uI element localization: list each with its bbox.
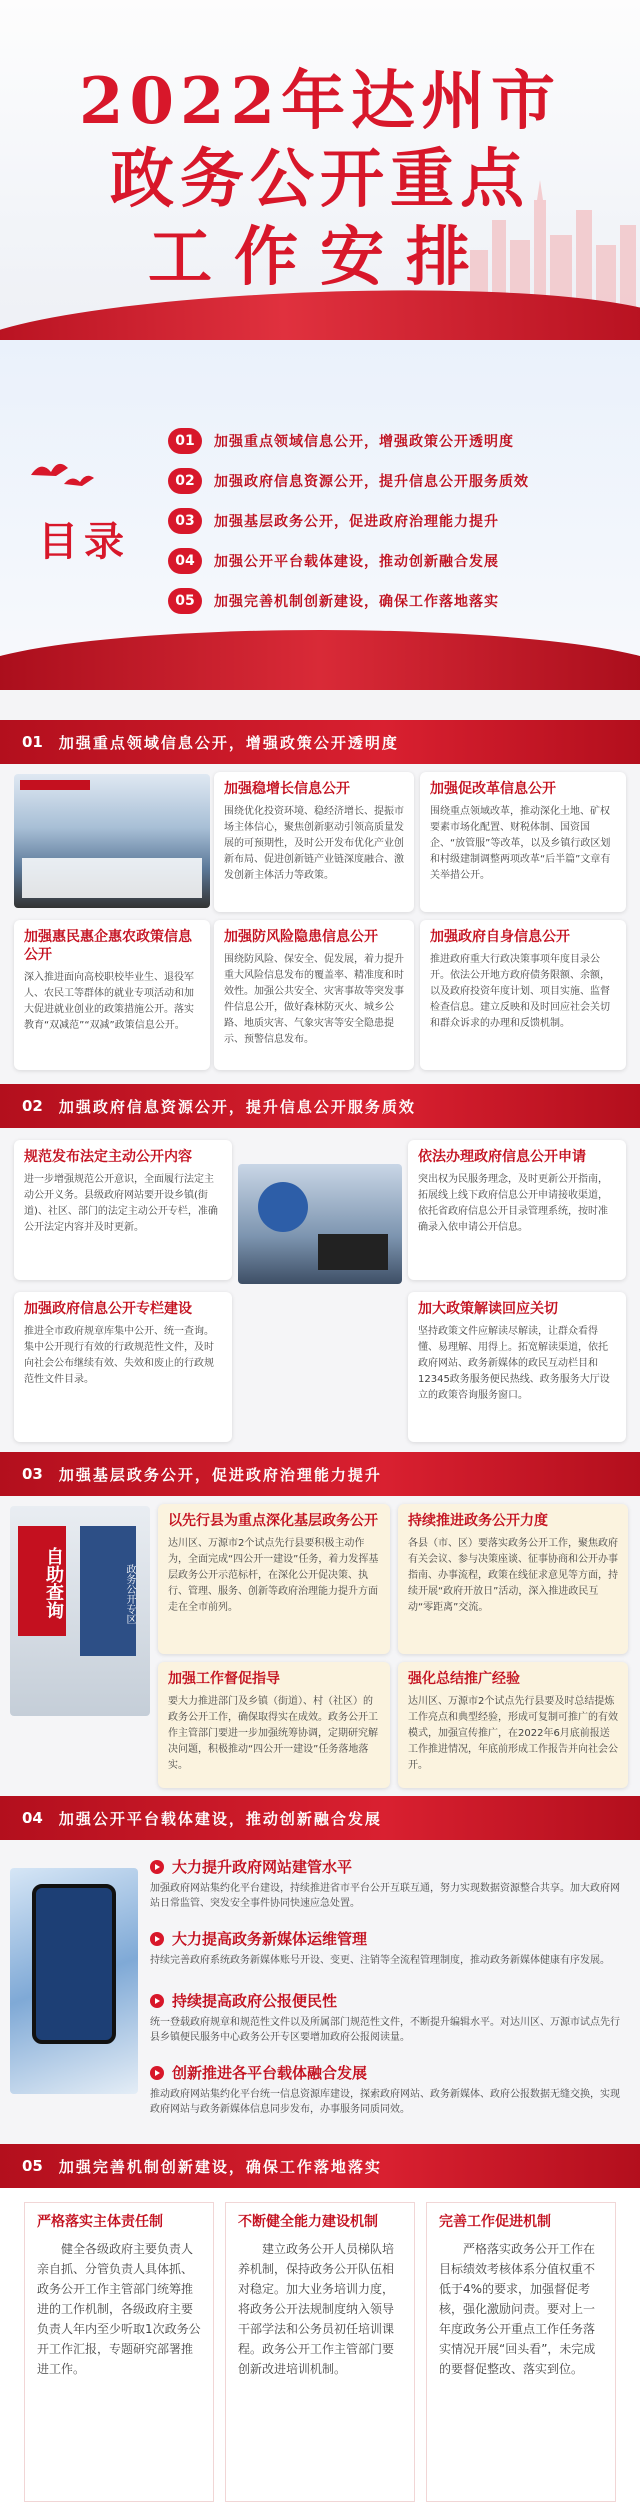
section-header-05 [0, 2144, 640, 2188]
section-number: 02 [22, 1097, 43, 1115]
section-body-04 [0, 1840, 640, 2144]
toc-number-badge: 05 [168, 588, 202, 614]
toc-number-badge: 04 [168, 548, 202, 574]
mechanism-column [24, 2202, 214, 2502]
card-title: 加强防风险隐患信息公开 [224, 929, 378, 945]
toc-item[interactable] [168, 586, 598, 616]
section-number: 01 [22, 733, 43, 751]
bullet-title: 持续提高政府公报便民性 [172, 1992, 338, 2010]
title-line-1: 2022年达州市 [78, 64, 562, 139]
card-text: 深入推进面向高校职校毕业生、退役军人、农民工等群体的就业专项活动和加大促进就业创业的政策措施公开。落实教育“双减范”“双减”政策信息公开。 [24, 972, 194, 1031]
column-text: 建立政务公开人员梯队培养机制，保持政务公开队伍相对稳定。加大业务培训力度，将政务公开法规制度纳入领导干部学法和公务员初任培训课程。政务公开工作主管部门要创新改进培训机制。 [238, 2242, 395, 2376]
bullet-text: 推动政府网站集约化平台统一信息资源库建设，探索政府网站、政务新媒体、政府公报数据无缝交换，实现政府网站与政务新媒体信息同步发布，办事服务同质同效。 [150, 2089, 620, 2115]
section-body-05 [0, 2188, 640, 2520]
section-number: 05 [22, 2157, 43, 2175]
section-header-04 [0, 1796, 640, 1840]
card-title: 加强惠民惠企惠农政策信息公开 [24, 929, 192, 963]
toc-item-text: 加强完善机制创新建设，确保工作落地落实 [214, 594, 499, 610]
card-title: 加强政府信息公开专栏建设 [24, 1301, 192, 1317]
play-bullet-icon [150, 1994, 164, 2008]
card-text: 推进全市政府规章库集中公开、统一查询。集中公开现行有效的行政规范性文件，及时向社会公布继续有效、失效和废止的行政规范性文件目录。 [24, 1326, 214, 1385]
toc-item-text: 加强基层政务公开，促进政府治理能力提升 [214, 514, 499, 530]
toc-item-text: 加强重点领域信息公开，增强政策公开透明度 [214, 434, 514, 450]
section-title: 加强基层政务公开，促进政府治理能力提升 [58, 1465, 382, 1484]
kiosk-sign: 自助查询 [18, 1526, 66, 1636]
card-title: 加强促改革信息公开 [430, 781, 556, 797]
column-title: 严格落实主体责任制 [37, 2214, 163, 2230]
info-card [214, 772, 414, 912]
toc-item[interactable] [168, 426, 598, 456]
card-title: 以先行县为重点深化基层政务公开 [168, 1513, 378, 1529]
card-text: 突出权为民服务理念，及时更新公开指南，拓展线上线下政府信息公开申请接收渠道，依托省政府信息公开目录管理系统，按时准确录入依申请公开信息。 [418, 1174, 608, 1233]
info-card [420, 772, 626, 912]
title-line-2: 政务公开重点 [110, 142, 530, 217]
info-card [420, 920, 626, 1070]
section-body-02 [0, 1128, 640, 1452]
card-text: 进一步增强规范公开意识，全面履行法定主动公开义务。县级政府网站要开设乡镇(街道)、社区、部门的法定主动公开专栏，准确公开法定内容并及时更新。 [24, 1174, 218, 1233]
section-title: 加强重点领域信息公开，增强政策公开透明度 [58, 733, 399, 752]
card-text: 围绕优化投资环境、稳经济增长、提振市场主体信心，聚焦创新驱动引领高质量发展的可预期性，及时公开发布优化产业创新布局、促进创新链产业链深度融合、激发创新主体活力等政策。 [224, 806, 404, 881]
section-header-03 [0, 1452, 640, 1496]
service-hall-image [238, 1164, 402, 1284]
self-service-kiosk-image [10, 1506, 150, 1716]
toc-item-text: 加强公开平台载体建设，推动创新融合发展 [214, 554, 499, 570]
info-card [398, 1504, 628, 1654]
bullet-item [150, 1990, 620, 2045]
card-text: 推进政府重大行政决策事项年度目录公开。依法公开地方政府债务限额、余额，以及政府投资年度计划、项目实施、监督检查信息。建立反映和及时回应社会关切和群众诉求的办理和反馈机制。 [430, 954, 610, 1029]
card-text: 要大力推进部门及乡镇（街道）、村（社区）的政务公开工作，确保取得实在成效。政务公开工作主管部门要进一步加强统筹协调，定期研究解决问题，积极推动“四公开一建设”任务落地落实。 [168, 1696, 378, 1771]
bullet-text: 统一登载政府规章和规范性文件以及所属部门规范性文件，不断提升编辑水平。对达川区、万源市试点先行县乡镇便民服务中心政务公开专区要增加政府公报阅读量。 [150, 2017, 620, 2043]
card-text: 围绕防风险、保安全、促发展，着力提升重大风险信息发布的覆盖率、精准度和时效性。加强公共安全、灾害事故等突发事件信息公开，做好森林防灭火、城乡公路、地质灾害、气象灾害等安全隐患提示、预警信息发布。 [224, 954, 404, 1045]
smartphone-hand-image [10, 1868, 138, 2094]
info-card [398, 1662, 628, 1788]
card-text: 坚持政策文件应解读尽解读，让群众看得懂、易理解、用得上。拓宽解读渠道，依托政府网站、政务新媒体的政民互动栏目和12345政务服务便民热线、政务服务大厅设立的政策咨询服务窗口。 [418, 1326, 610, 1401]
section-title: 加强公开平台载体建设，推动创新融合发展 [58, 1809, 382, 1828]
card-title: 规范发布法定主动公开内容 [24, 1149, 192, 1165]
title-line-3: 工作安排 [148, 220, 492, 295]
card-text: 围绕重点领域改革，推动深化土地、矿权要素市场化配置、财税体制、国资国企、“放管服”等改革，以及乡镇行政区划和村级建制调整两项改革“后半篇”文章有关举措公开。 [430, 806, 611, 881]
toc-item-text: 加强政府信息资源公开，提升信息公开服务质效 [214, 474, 529, 490]
card-title: 强化总结推广经验 [408, 1671, 520, 1687]
column-text: 严格落实政务公开工作在目标绩效考核体系分值权重不低于4%的要求，加强督促考核，强化激励问责。要对上一年度政务公开重点工作任务落实情况开展“回头看”，未完成的要督促整改、落实到位。 [439, 2242, 596, 2376]
info-card [158, 1662, 390, 1788]
info-card [14, 1140, 232, 1280]
info-card [214, 920, 414, 1070]
section-header-02 [0, 1084, 640, 1128]
bullet-title: 创新推进各平台载体融合发展 [172, 2064, 368, 2082]
card-title: 加强工作督促指导 [168, 1671, 280, 1687]
toc-number-badge: 03 [168, 508, 202, 534]
section-number: 03 [22, 1465, 43, 1483]
info-card [14, 920, 210, 1070]
bullet-item [150, 1856, 620, 1911]
card-title: 持续推进政务公开力度 [408, 1513, 548, 1529]
bullet-text: 加强政府网站集约化平台建设，持续推进省市平台公开互联互通，努力实现数据资源整合共享。加大政府网站日常监管、突发安全事件协同快速应急处置。 [150, 1883, 620, 1909]
info-card [408, 1140, 626, 1280]
play-bullet-icon [150, 2066, 164, 2080]
column-title: 完善工作促进机制 [439, 2214, 551, 2230]
section-body-01 [0, 764, 640, 1084]
info-card [408, 1292, 626, 1442]
card-text: 各县（市、区）要落实政务公开工作，聚焦政府有关会议、参与决策座谈、征事协商和公开办事指南、办事流程，政策在线征求意见等方面，持续开展“政府开放日”活动，深入推进政民互动“零距离”交流。 [408, 1538, 618, 1613]
column-title: 不断健全能力建设机制 [238, 2214, 378, 2230]
bullet-item [150, 2062, 620, 2117]
mechanism-column [225, 2202, 415, 2502]
table-of-contents [0, 340, 640, 670]
info-card [14, 1292, 232, 1442]
toc-number-badge: 02 [168, 468, 202, 494]
toc-number-badge: 01 [168, 428, 202, 454]
card-title: 加强稳增长信息公开 [224, 781, 350, 797]
doves-icon [26, 450, 96, 490]
section-number: 04 [22, 1809, 43, 1827]
card-title: 加大政策解读回应关切 [418, 1301, 558, 1317]
toc-item[interactable] [168, 466, 598, 496]
bullet-text: 持续完善政府系统政务新媒体账号开设、变更、注销等全流程管理制度，推动政务新媒体健康有序发展。 [150, 1955, 610, 1966]
card-title: 依法办理政府信息公开申请 [418, 1149, 586, 1165]
section-title: 加强完善机制创新建设，确保工作落地落实 [58, 2157, 382, 2176]
hero-banner [0, 0, 640, 340]
play-bullet-icon [150, 1860, 164, 1874]
toc-item[interactable] [168, 506, 598, 536]
play-bullet-icon [150, 1932, 164, 1946]
toc-label: 目录 [38, 518, 130, 565]
section-body-03 [0, 1496, 640, 1796]
section-title: 加强政府信息资源公开，提升信息公开服务质效 [58, 1097, 416, 1116]
gov-website-screenshot-image [14, 774, 210, 908]
bullet-title: 大力提升政府网站建管水平 [172, 1858, 353, 1876]
bullet-title: 大力提高政务新媒体运维管理 [172, 1930, 368, 1948]
card-text: 达川区、万源市2个试点先行县要及时总结提炼工作亮点和典型经验，形成可复制可推广的有效模式，加强宣传推广，在2022年6月底前报送工作推进情况，年底前形成工作报告并向社会公开。 [408, 1696, 618, 1771]
toc-item[interactable] [168, 546, 598, 576]
kiosk-screen-label: 政务公开专区 [80, 1526, 136, 1656]
red-ribbon [0, 630, 640, 690]
card-text: 达川区、万源市2个试点先行县要积极主动作为，全面完成“四公开一建设”任务，着力发挥基层政务公开示范标杆，在深化公开促决策、执行、管理、服务、创新等政府治理能力提升方面走在全市前列。 [168, 1538, 379, 1613]
mechanism-column [426, 2202, 616, 2502]
column-text: 健全各级政府主要负责人亲自抓、分管负责人具体抓、政务公开工作主管部门统筹推进的工作机制，各级政府主要负责人年内至少听取1次政务公开工作汇报，专题研究部署推进工作。 [37, 2242, 201, 2376]
info-card [158, 1504, 390, 1654]
section-header-01 [0, 720, 640, 764]
card-title: 加强政府自身信息公开 [430, 929, 570, 945]
bullet-item [150, 1928, 620, 1968]
